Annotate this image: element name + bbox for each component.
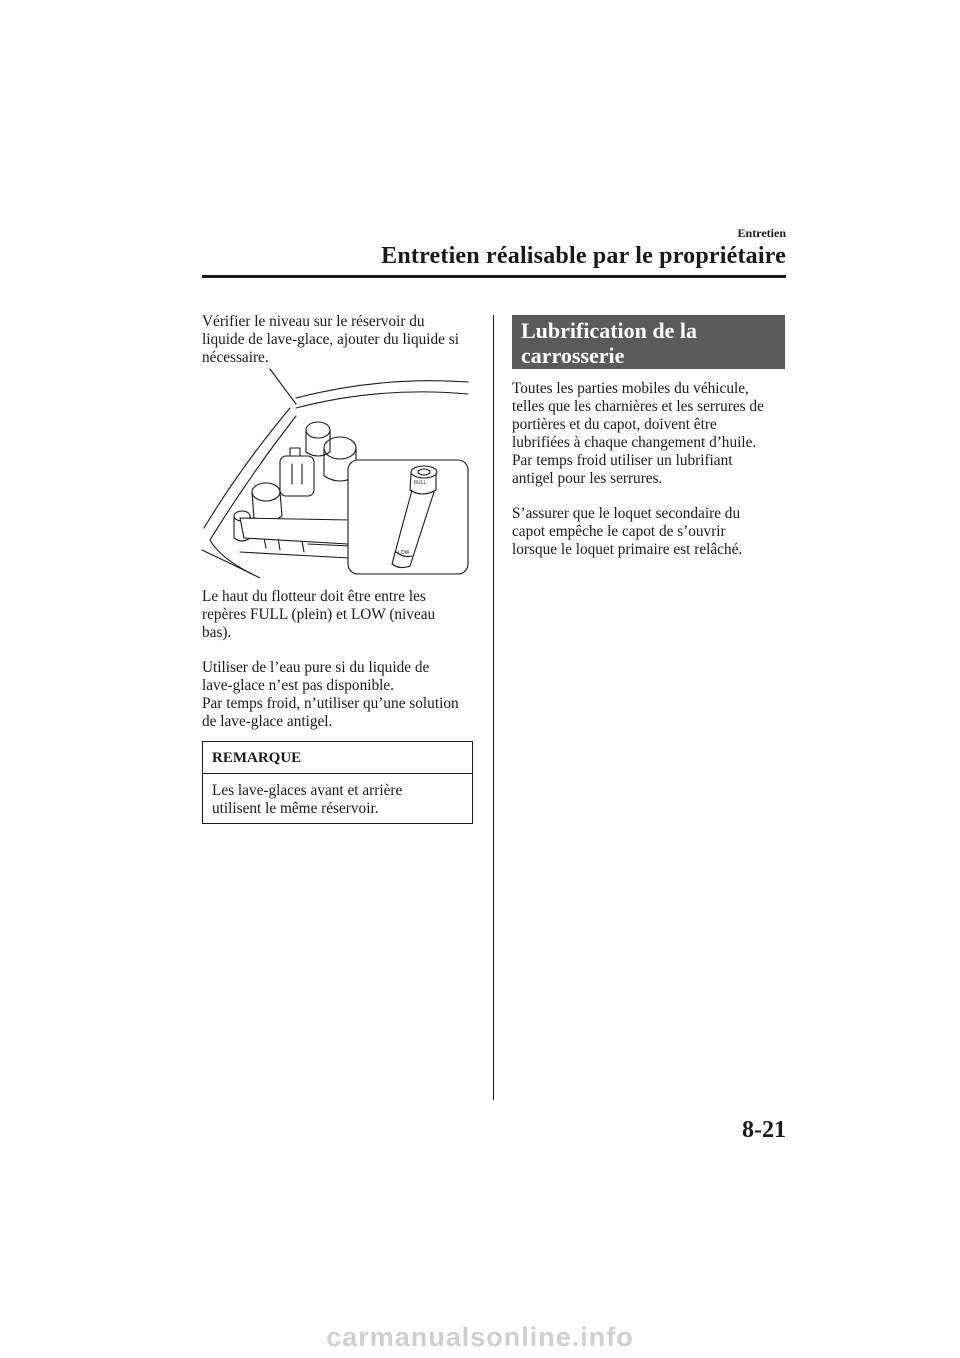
intro-paragraph: Vérifier le niveau sur le réservoir du liquide de lave-glace, ajouter du liquide si nécessaire. xyxy=(202,313,459,366)
header-section-label: Entretien xyxy=(737,226,786,240)
section-title: Lubrification de la carrosserie xyxy=(521,318,698,368)
dipstick-low-label: LOW xyxy=(398,550,410,556)
dipstick-full-label: FULL xyxy=(414,480,427,486)
header-divider xyxy=(202,275,786,278)
washer-reservoir-illustration xyxy=(200,368,472,578)
page-number: 8-21 xyxy=(742,1117,786,1143)
note-body: Les lave-glaces avant et arrière utilisent le même réservoir. xyxy=(212,782,403,817)
page-title: Entretien réalisable par le propriétaire xyxy=(381,243,786,269)
lubrication-paragraph: Toutes les parties mobiles du véhicule, telles que les charnières et les serrures de portières et du capot, doivent être lubrifiées à chaque changement d’huile. Par temps froid utiliser un lubrifiant antigel pour les serrures. xyxy=(512,380,764,487)
note-heading: REMARQUE xyxy=(212,750,302,766)
float-level-paragraph: Le haut du flotteur doit être entre les repères FULL (plein) et LOW (niveau bas). xyxy=(202,588,436,641)
note-divider xyxy=(203,773,472,774)
water-paragraph: Utiliser de l’eau pure si du liquide de lave-glace n’est pas disponible. Par temps froid, n’utiliser qu’une solution de lave-glace antigel. xyxy=(202,659,459,730)
note-box xyxy=(202,741,473,824)
column-divider xyxy=(493,315,494,1100)
hood-latch-paragraph: S’assurer que le loquet secondaire du capot empêche le capot de s’ouvrir lorsque le loquet primaire est relâché. xyxy=(512,505,743,558)
section-header-band xyxy=(512,315,785,369)
watermark: carmanualsonline.info xyxy=(326,1322,634,1352)
